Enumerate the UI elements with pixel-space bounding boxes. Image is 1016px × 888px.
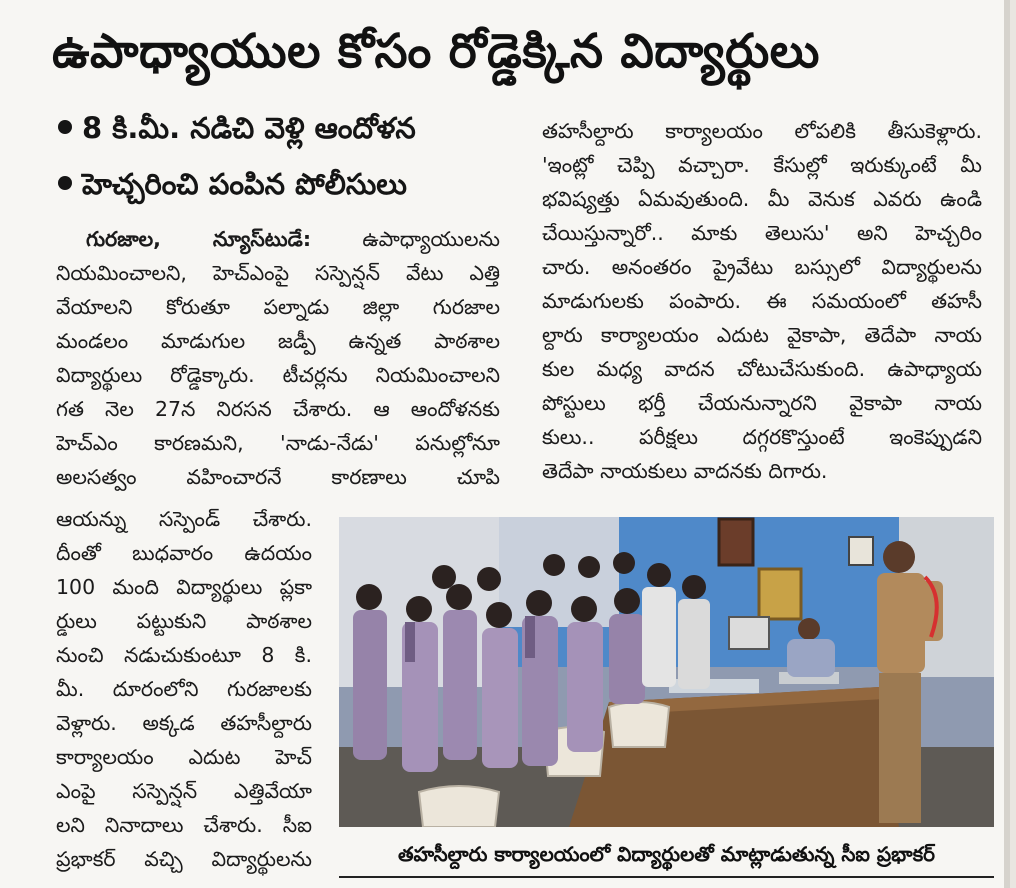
article-line: దీంతో బుధవారం ఉదయం bbox=[56, 541, 312, 565]
article-line: వెళ్లారు. అక్కడ తహసీల్దారు bbox=[56, 711, 312, 735]
news-photo bbox=[339, 517, 994, 827]
subheading-bullet bbox=[58, 106, 416, 150]
bullet-dot-icon bbox=[58, 120, 72, 134]
article-line: కుల మధ్య వాదన చోటుచేసుకుంది. ఉపాధ్యాయ bbox=[542, 357, 982, 381]
article-line: భవిష్యత్తు ఏమవుతుంది. మీ వెనుక ఎవరు ఉండి bbox=[542, 187, 982, 211]
article-line: విద్యార్థులు రోడ్డెక్కారు. టీచర్లను నియమించాలని bbox=[56, 363, 500, 387]
article-line: కులు.. పరీక్షలు దగ్గరకొస్తుంటే ఇంకెప్పుడని bbox=[542, 425, 982, 449]
article-line: తహసీల్దారు కార్యాలయం లోపలికి తీసుకెళ్లారు. bbox=[542, 119, 982, 143]
article-line: పోస్టులు భర్తీ చేయనున్నారని వైకాపా నాయ bbox=[542, 391, 982, 415]
article-line: గురజాల, న్యూస్‌టుడే: ఉపాధ్యాయులను bbox=[86, 227, 500, 251]
article-column-left bbox=[56, 222, 500, 494]
article-line: అలసత్వం వహించారనే కారణాలు చూపి bbox=[56, 465, 500, 489]
article-line: ల్దారు కార్యాలయం ఎదుట వైకాపా, తెదేపా నాయ bbox=[542, 323, 982, 347]
article-line: మండలం మాడుగుల జడ్పీ ఉన్నత పాఠశాల bbox=[56, 329, 500, 353]
article-line: ఎంపై సస్పెన్షన్ ఎత్తివేయా bbox=[56, 779, 312, 803]
photo-caption: తహసీల్దారు కార్యాలయంలో విద్యార్థులతో మాట్లాడుతున్న సీఐ ప్రభాకర్ bbox=[339, 832, 994, 878]
article-line: మీ. దూరంలోని గురజాలకు bbox=[56, 677, 312, 701]
article-line: 'ఇంట్లో చెప్పి వచ్చారా. కేసుల్లో ఇరుక్కుంటే మీ bbox=[542, 153, 982, 177]
article-line: 100 మంది విద్యార్థులు ప్లకా bbox=[56, 575, 312, 599]
article-line: ఆయన్ను సస్పెండ్ చేశారు. bbox=[56, 507, 312, 531]
photo-illustration bbox=[339, 517, 994, 827]
article-line: వేయాలని కోరుతూ పల్నాడు జిల్లా గురజాల bbox=[56, 295, 500, 319]
article-line: చేయిస్తున్నారో.. మాకు తెలుసు' అని హెచ్చరిం bbox=[542, 221, 982, 245]
article-line: కార్యాలయం ఎదుట హెచ్ bbox=[56, 745, 312, 769]
article-line: లని నినాదాలు చేశారు. సీఐ bbox=[56, 813, 312, 837]
article-line: హెచ్ఎం కారణమని, 'నాడు-నేడు' పనుల్లోనూ bbox=[56, 431, 500, 455]
headline: ఉపాధ్యాయుల కోసం రోడ్డెక్కిన విద్యార్థులు bbox=[52, 24, 820, 79]
bullet-dot-icon bbox=[58, 176, 72, 190]
article-line: గత నెల 27న నిరసన చేశారు. ఆ ఆందోళనకు bbox=[56, 397, 500, 421]
article-line: నియమించాలని, హెచ్ఎంపై సస్పెన్షన్ వేటు ఎత్తి bbox=[56, 261, 500, 285]
article-column-right bbox=[542, 114, 982, 488]
subheading-bullet bbox=[58, 162, 407, 206]
subheading-text: హెచ్చరించి పంపిన పోలీసులు bbox=[82, 167, 407, 201]
article-line: నుంచి నడుచుకుంటూ 8 కి. bbox=[56, 643, 312, 667]
article-line: ప్రభాకర్ వచ్చి విద్యార్థులను bbox=[56, 847, 312, 871]
article-line: చారు. అనంతరం ప్రైవేటు బస్సులో విద్యార్థులను bbox=[542, 255, 982, 279]
article-line: తెదేపా నాయకులు వాదనకు దిగారు. bbox=[542, 459, 828, 483]
article-column-narrow bbox=[56, 502, 312, 876]
dateline: గురజాల, న్యూస్‌టుడే: bbox=[86, 227, 312, 251]
subheading-text: 8 కి.మీ. నడిచి వెళ్లి ఆందోళన bbox=[82, 111, 416, 145]
article-line: మాడుగులకు పంపారు. ఈ సమయంలో తహసీ bbox=[542, 289, 982, 313]
article-line: ర్డులు పట్టుకుని పాఠశాల bbox=[56, 609, 312, 633]
